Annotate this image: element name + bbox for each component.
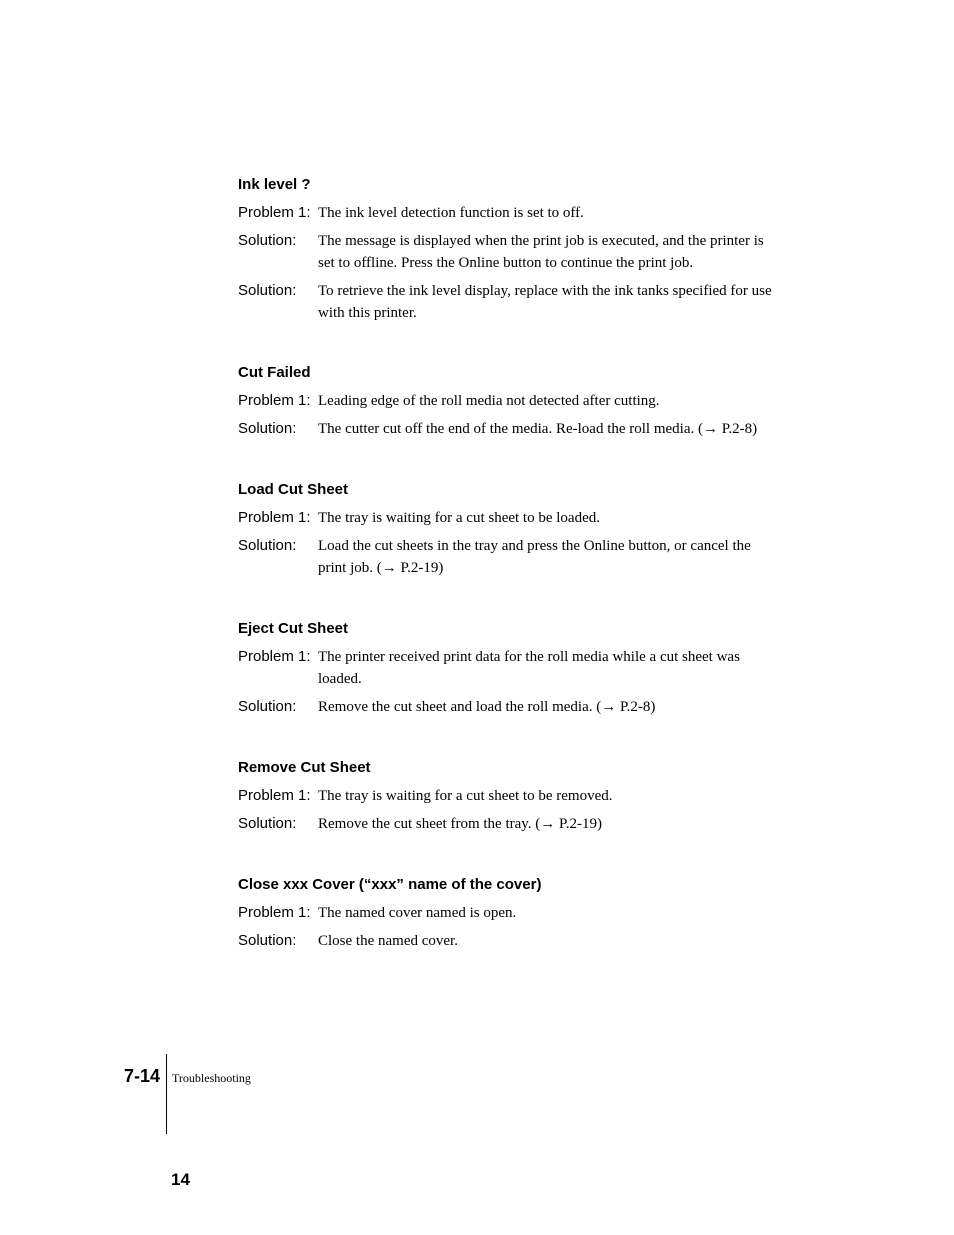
section-remove-cut-sheet xyxy=(238,759,798,841)
row-label: Problem 1: xyxy=(238,904,311,921)
solution-row xyxy=(238,813,798,835)
row-text: The cutter cut off the end of the media. Re-load the roll media. (→ P.2-8) xyxy=(318,421,758,437)
section-heading: Ink level ? xyxy=(238,176,311,193)
solution-row xyxy=(238,930,798,952)
section-close-cover xyxy=(238,876,798,958)
row-text: To retrieve the ink level display, replace with the ink tanks specified for use with this printer. xyxy=(318,283,772,321)
row-label: Problem 1: xyxy=(238,787,311,804)
section-heading: Eject Cut Sheet xyxy=(238,620,349,637)
row-label: Problem 1: xyxy=(238,204,311,221)
row-label: Solution: xyxy=(238,815,297,832)
section-load-cut-sheet xyxy=(238,481,798,585)
problem-row xyxy=(238,646,798,690)
chapter-page-number: 7-14 xyxy=(124,1066,161,1086)
row-text: The ink level detection function is set to off. xyxy=(318,205,584,221)
footer-divider xyxy=(166,1054,167,1134)
page-number: 14 xyxy=(171,1170,190,1189)
section-cut-failed xyxy=(238,364,798,446)
solution-row xyxy=(238,230,798,274)
row-text: The tray is waiting for a cut sheet to be removed. xyxy=(318,788,613,804)
section-ink-level xyxy=(238,176,798,330)
row-label: Solution: xyxy=(238,232,297,249)
row-text: Remove the cut sheet from the tray. (→ P.2-19) xyxy=(318,816,602,832)
row-text: Leading edge of the roll media not detected after cutting. xyxy=(318,393,660,409)
row-text: The tray is waiting for a cut sheet to be loaded. xyxy=(318,510,600,526)
problem-row xyxy=(238,507,798,529)
section-heading: Cut Failed xyxy=(238,364,311,381)
row-label: Solution: xyxy=(238,932,297,949)
section-heading: Remove Cut Sheet xyxy=(238,759,371,776)
row-text: Close the named cover. xyxy=(318,933,458,949)
row-text: The printer received print data for the roll media while a cut sheet was loaded. xyxy=(318,649,740,687)
solution-row xyxy=(238,535,798,579)
section-heading: Close xxx Cover (“xxx” name of the cover) xyxy=(238,876,542,893)
problem-row xyxy=(238,785,798,807)
row-label: Solution: xyxy=(238,282,297,299)
row-text: Remove the cut sheet and load the roll media. (→ P.2-8) xyxy=(318,699,656,715)
section-eject-cut-sheet xyxy=(238,620,798,724)
row-label: Problem 1: xyxy=(238,392,311,409)
section-heading: Load Cut Sheet xyxy=(238,481,349,498)
row-label: Solution: xyxy=(238,420,297,437)
problem-row xyxy=(238,202,798,224)
row-label: Problem 1: xyxy=(238,509,311,526)
problem-row xyxy=(238,902,798,924)
solution-row xyxy=(238,696,798,718)
solution-row xyxy=(238,418,798,440)
row-label: Solution: xyxy=(238,698,297,715)
row-label: Solution: xyxy=(238,537,297,554)
row-text: The named cover named is open. xyxy=(318,905,517,921)
problem-row xyxy=(238,390,798,412)
row-text: The message is displayed when the print job is executed, and the printer is set to offline. Press the Online button to continue the print job. xyxy=(318,233,764,271)
solution-row xyxy=(238,280,798,324)
row-text: Load the cut sheets in the tray and press the Online button, or cancel the print job. (→ P.2-19) xyxy=(318,538,751,576)
row-label: Problem 1: xyxy=(238,648,311,665)
chapter-name: Troubleshooting xyxy=(172,1071,251,1085)
